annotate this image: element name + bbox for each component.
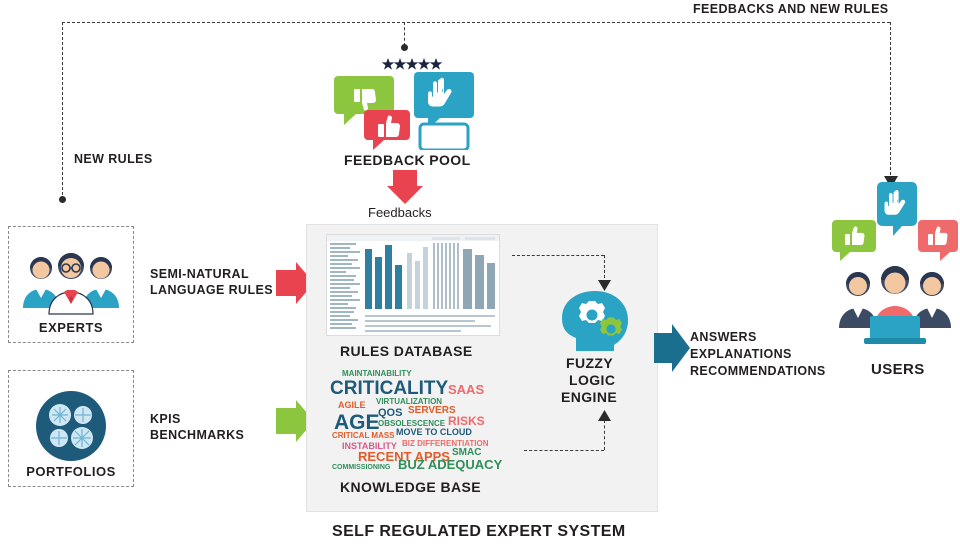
portfolios-label: PORTFOLIOS <box>26 464 116 479</box>
new-rules-branch-line <box>62 22 63 200</box>
feedback-pool-label: FEEDBACK POOL <box>344 152 471 168</box>
fuzzy-logic-engine-label-line3: ENGINE <box>561 389 618 405</box>
knowledge-base-label: KNOWLEDGE BASE <box>340 479 481 495</box>
kpis-label-line2: BENCHMARKS <box>150 428 245 442</box>
feedbacks-and-new-rules-label: FEEDBACKS AND NEW RULES <box>693 2 889 16</box>
portfolios-card <box>8 370 134 487</box>
new-rules-label: NEW RULES <box>74 152 153 166</box>
users-branch-line <box>890 22 891 180</box>
answers-label-line1: ANSWERS <box>690 330 757 344</box>
word-cloud-term: BUZ ADEQUACY <box>398 457 503 472</box>
feedbacks-arrow <box>387 170 423 206</box>
word-cloud-term: MOVE TO CLOUD <box>396 427 472 437</box>
word-cloud-term: QOS <box>378 407 403 419</box>
answers-label-line2: EXPLANATIONS <box>690 347 792 361</box>
word-cloud-term: RECENT APPS <box>358 449 450 464</box>
word-cloud-term: RISKS <box>448 414 485 428</box>
answers-arrow <box>654 324 690 372</box>
experts-card <box>8 226 134 343</box>
rules-to-engine-arrowhead <box>598 280 611 291</box>
fuzzy-logic-engine-label-line1: FUZZY <box>566 355 614 371</box>
answers-label-line3: RECOMMENDATIONS <box>690 364 826 378</box>
word-cloud-term: SERVERS <box>408 405 456 416</box>
kb-to-engine-line <box>524 450 604 451</box>
word-cloud-term: AGE <box>334 411 380 434</box>
portfolios-circles-icon <box>33 388 109 464</box>
word-cloud-term: SMAC <box>452 447 482 458</box>
users-group-icon <box>830 182 960 360</box>
users-label: USERS <box>871 361 925 378</box>
fuzzy-logic-engine-icon <box>556 290 634 352</box>
top-loop-line <box>62 22 890 23</box>
rules-database-label: RULES DATABASE <box>340 343 473 359</box>
kpis-label-line1: KPIS <box>150 412 181 426</box>
fuzzy-logic-engine-label-line2: LOGIC <box>569 372 616 388</box>
new-rules-endpoint-dot <box>59 196 66 203</box>
rules-to-engine-drop <box>604 255 605 283</box>
feedbacks-label: Feedbacks <box>368 205 432 220</box>
word-cloud-term: CRITICALITY <box>330 378 449 399</box>
semi-natural-rules-label-line1: SEMI-NATURAL <box>150 267 250 281</box>
word-cloud-term: CRITICAL MASS <box>332 431 395 440</box>
semi-natural-rules-label-line2: LANGUAGE RULES <box>150 283 273 297</box>
word-cloud-term: OBSOLESCENCE <box>378 419 446 428</box>
feedback-pool-icon <box>332 52 478 150</box>
feedback-pool-branch-line <box>404 22 405 46</box>
word-cloud-term: MAINTAINABILITY <box>342 369 412 378</box>
word-cloud-term: BIZ DIFFERENTIATION <box>402 439 489 448</box>
word-cloud-term: INSTABILITY <box>342 441 397 451</box>
word-cloud-term: SAAS <box>448 382 485 397</box>
system-title: SELF REGULATED EXPERT SYSTEM <box>332 523 626 540</box>
word-cloud-term: VIRTUALIZATION <box>376 397 443 406</box>
knowledge-base-word-cloud <box>330 370 515 475</box>
kb-to-engine-arrowhead <box>598 410 611 421</box>
word-cloud-term: AGILE <box>338 400 366 410</box>
experts-group-icon <box>19 246 123 320</box>
rules-database-screenshot <box>326 234 500 336</box>
experts-label: EXPERTS <box>38 320 104 335</box>
word-cloud-term: COMMISSIONING <box>332 464 391 471</box>
kb-to-engine-rise <box>604 420 605 450</box>
rules-to-engine-line <box>512 255 604 256</box>
feedback-pool-endpoint-dot <box>401 44 408 51</box>
